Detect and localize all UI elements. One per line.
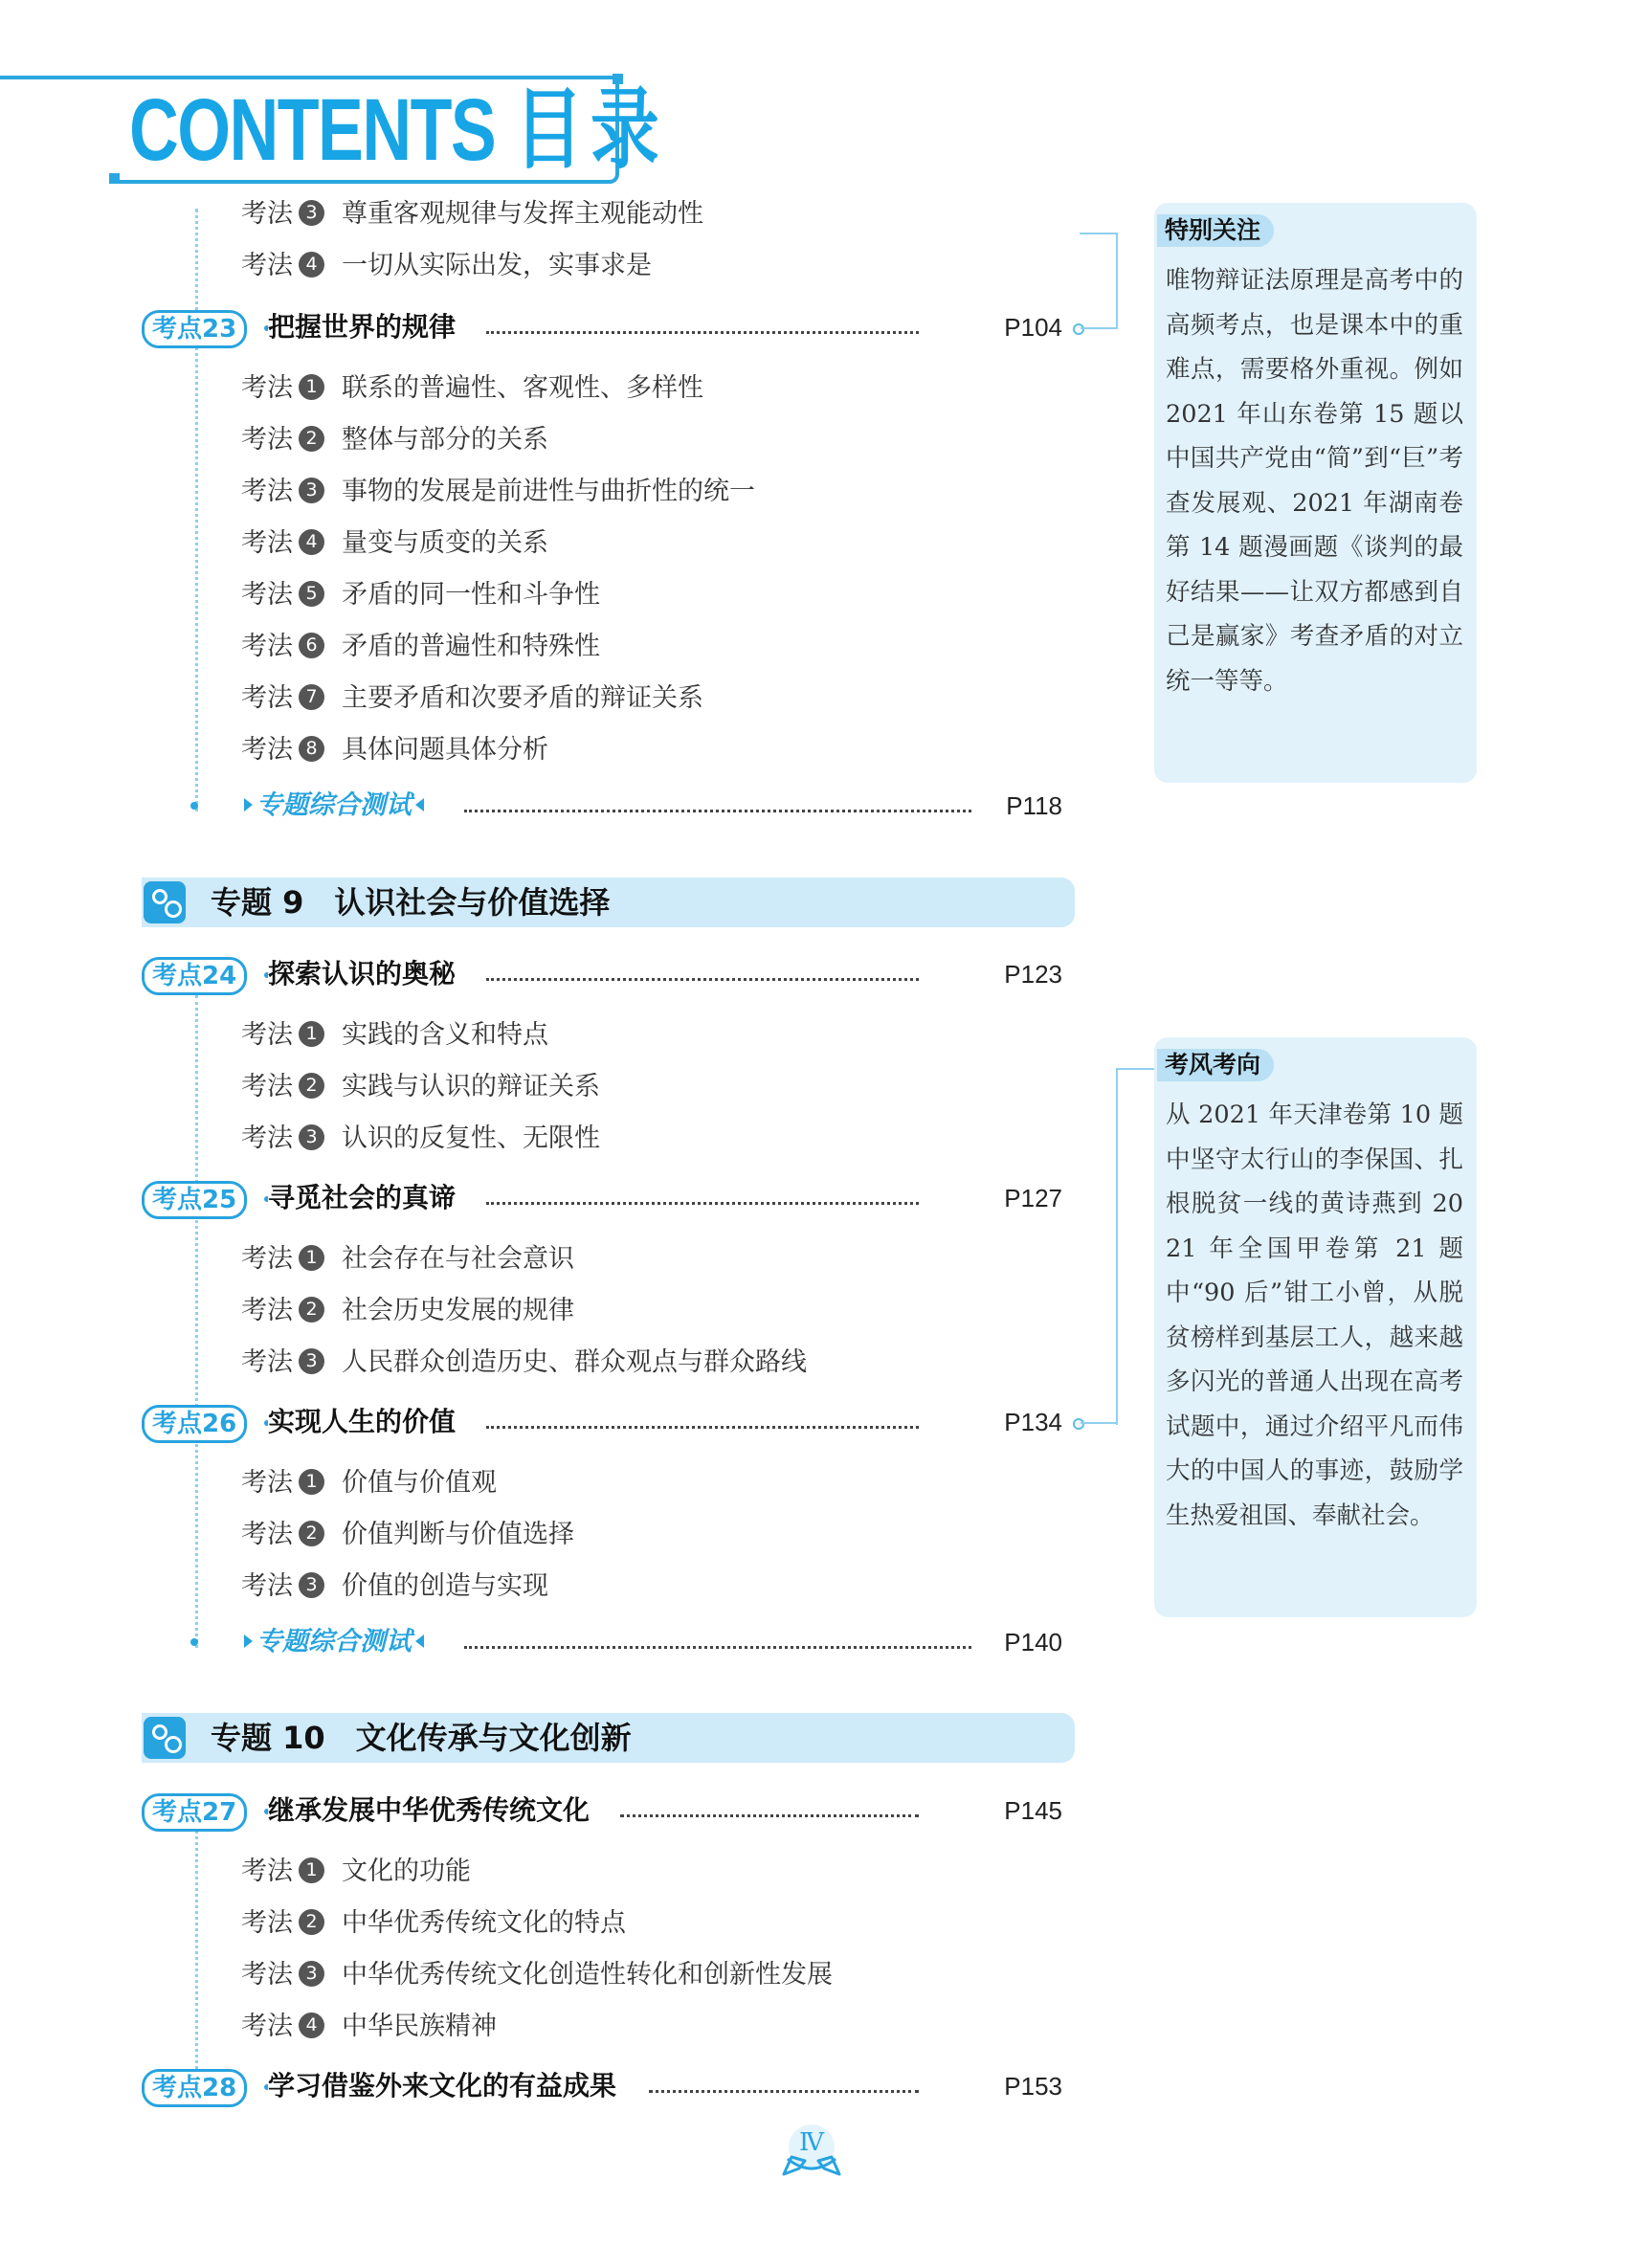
- topic-icon: [144, 881, 186, 923]
- number-badge: 1: [299, 1469, 324, 1495]
- number-badge: 2: [299, 1909, 324, 1935]
- exam-point-title: 把握世界的规律: [268, 308, 467, 346]
- exam-point-title: 实现人生的价值: [268, 1403, 467, 1441]
- topic-test-label: 专题综合测试: [244, 787, 434, 825]
- number-badge: 4: [299, 252, 324, 278]
- page-number: P140: [1004, 1628, 1062, 1657]
- exam-point-title: 继承发展中华优秀传统文化: [268, 1791, 601, 1830]
- topic-test-row[interactable]: [244, 787, 1062, 825]
- number-badge: 1: [299, 1857, 324, 1883]
- note-text: 从 2021 年天津卷第 10 题中坚守太行山的李保国、扎根脱贫一线的黄诗燕到 2021 年全国甲卷第 21 题中“90 后”钳工小曾，从脱贫榜样到基层工人，越来越多闪光的普通人出现在高考试题中，通过介绍平凡而伟大的中国人的事迹，鼓励学生热爱祖国、奉献社会。: [1166, 1101, 1463, 1530]
- note-connector: [1081, 1422, 1118, 1424]
- topic-icon: [144, 1717, 186, 1759]
- page-number-badge: [780, 2123, 843, 2178]
- number-badge: 6: [299, 633, 324, 658]
- method-item[interactable]: 考法 2 整体与部分的关系: [241, 425, 548, 455]
- exam-point-row[interactable]: [142, 955, 1062, 993]
- method-item[interactable]: 考法 4 中华民族精神: [241, 2012, 497, 2041]
- leader-dots: [486, 1202, 919, 1205]
- exam-point-title: 寻觅社会的真谛: [268, 1179, 467, 1217]
- exam-point-row[interactable]: [142, 1791, 1062, 1830]
- method-item[interactable]: 考法 1 文化的功能: [241, 1857, 471, 1886]
- method-item[interactable]: 考法 3 事物的发展是前进性与曲折性的统一: [241, 477, 755, 506]
- note-text: 唯物辩证法原理是高考中的高频考点，也是课本中的重难点，需要格外重视。例如 2021 年山东卷第 15 题以中国共产党由“简”到“巨”考查发展观、2021 年湖南卷第 14 题漫画题《谈判的最好结果——让双方都感到自己是赢家》考查矛盾的对立统一等等。: [1166, 266, 1463, 696]
- number-badge: 2: [299, 1073, 324, 1099]
- page-numeral: Ⅳ: [799, 2128, 824, 2157]
- method-item[interactable]: 考法 2 价值判断与价值选择: [241, 1520, 574, 1549]
- method-item[interactable]: 考法 4 一切从实际出发，实事求是: [241, 251, 652, 280]
- number-badge: 7: [299, 684, 324, 710]
- method-item[interactable]: 考法 6 矛盾的普遍性和特殊性: [241, 632, 600, 661]
- exam-point-tag: 考点26: [142, 1405, 247, 1443]
- exam-point-title: 学习借鉴外来文化的有益成果: [268, 2067, 628, 2105]
- note-exam-trend: [1154, 1037, 1477, 1617]
- number-badge: 1: [299, 374, 324, 400]
- note-connector: [1116, 233, 1156, 329]
- method-item[interactable]: 考法 3 价值的创造与实现: [241, 1571, 548, 1601]
- page-number: P118: [1006, 791, 1062, 820]
- leader-dots: [620, 1814, 919, 1817]
- timeline-line: [195, 1830, 198, 2088]
- method-item[interactable]: 考法 1 社会存在与社会意识: [241, 1244, 574, 1274]
- connector-dot: [1073, 323, 1084, 335]
- leader-dots: [486, 331, 919, 334]
- page-number: P145: [1004, 1796, 1062, 1825]
- leader-dots: [649, 2090, 919, 2093]
- page-number: P104: [1004, 313, 1062, 342]
- method-item[interactable]: 考法 2 社会历史发展的规律: [241, 1296, 574, 1325]
- number-badge: 8: [299, 736, 324, 762]
- exam-point-tag: 考点24: [142, 957, 247, 995]
- leader-dots: [464, 810, 971, 812]
- number-badge: 5: [299, 581, 324, 607]
- leader-dots: [486, 1426, 919, 1429]
- number-badge: 4: [299, 2012, 324, 2038]
- exam-point-title: 探索认识的奥秘: [268, 955, 467, 993]
- connector-dot: [1073, 1418, 1084, 1430]
- page-title-en: CONTENTS: [129, 81, 496, 179]
- triangle-right-icon: [244, 798, 253, 812]
- exam-point-row[interactable]: [142, 1179, 1062, 1217]
- number-badge: 3: [299, 1124, 324, 1150]
- number-badge: 3: [299, 478, 324, 503]
- method-item[interactable]: 考法 7 主要矛盾和次要矛盾的辩证关系: [241, 683, 703, 713]
- method-item[interactable]: 考法 2 中华优秀传统文化的特点: [241, 1908, 626, 1938]
- note-tag: 特别关注: [1157, 214, 1274, 247]
- exam-point-tag: 考点25: [142, 1181, 247, 1219]
- method-item[interactable]: 考法 1 价值与价值观: [241, 1468, 497, 1498]
- method-item[interactable]: 考法 3 中华优秀传统文化创造性转化和创新性发展: [241, 1960, 833, 1990]
- timeline-dot: [190, 802, 198, 810]
- number-badge: 1: [299, 1245, 324, 1271]
- page-number: P127: [1004, 1184, 1062, 1212]
- topic-banner: [142, 1713, 1075, 1763]
- method-item[interactable]: 考法 1 实践的含义和特点: [241, 1020, 548, 1050]
- exam-point-tag: 考点28: [142, 2069, 247, 2107]
- note-special-attention: [1154, 203, 1477, 783]
- triangle-left-icon: [415, 1634, 424, 1648]
- topic-title: 专题 10 文化传承与文化创新: [211, 1720, 632, 1756]
- number-badge: 2: [299, 426, 324, 452]
- note-tag: 考风考向: [1157, 1049, 1274, 1081]
- number-badge: 3: [299, 1572, 324, 1598]
- number-badge: 2: [299, 1521, 324, 1546]
- exam-point-row[interactable]: [142, 1403, 1062, 1441]
- note-connector: [1081, 327, 1118, 329]
- timeline-line: [195, 209, 198, 812]
- number-badge: 1: [299, 1021, 324, 1047]
- page-title: [129, 78, 667, 181]
- page-title-cn: 目录: [514, 78, 667, 181]
- method-item[interactable]: 考法 4 量变与质变的关系: [241, 528, 548, 558]
- page-number: P134: [1004, 1408, 1062, 1436]
- triangle-right-icon: [244, 1634, 253, 1648]
- exam-point-row[interactable]: [142, 2067, 1062, 2105]
- page-number: P153: [1004, 2072, 1062, 2101]
- topic-title: 专题 9 认识社会与价值选择: [211, 884, 611, 921]
- number-badge: 2: [299, 1297, 324, 1323]
- leader-dots: [464, 1646, 971, 1649]
- method-item[interactable]: 考法 2 实践与认识的辩证关系: [241, 1072, 600, 1101]
- exam-point-tag: 考点27: [142, 1793, 247, 1832]
- method-item[interactable]: 考法 3 人民群众创造历史、群众观点与群众路线: [241, 1347, 807, 1377]
- leader-dots: [486, 978, 919, 981]
- method-item[interactable]: 考法 8 具体问题具体分析: [241, 735, 548, 765]
- timeline-dot: [190, 1638, 198, 1646]
- note-connector: [1080, 233, 1118, 234]
- page-number: P123: [1004, 960, 1062, 989]
- number-badge: 4: [299, 529, 324, 555]
- method-item[interactable]: 考法 5 矛盾的同一性和斗争性: [241, 580, 600, 610]
- number-badge: 3: [299, 1348, 324, 1374]
- exam-point-row[interactable]: [142, 308, 1062, 346]
- triangle-left-icon: [415, 798, 424, 812]
- exam-point-tag: 考点23: [142, 310, 247, 348]
- method-item[interactable]: 考法 1 联系的普遍性、客观性、多样性: [241, 373, 703, 403]
- number-badge: 3: [299, 200, 324, 226]
- topic-test-row[interactable]: [244, 1623, 1062, 1661]
- note-connector: [1116, 1068, 1156, 1425]
- number-badge: 3: [299, 1961, 324, 1987]
- topic-banner: [142, 878, 1075, 927]
- method-item[interactable]: 考法 3 认识的反复性、无限性: [241, 1123, 600, 1153]
- method-item[interactable]: 考法 3 尊重客观规律与发挥主观能动性: [241, 199, 703, 229]
- topic-test-label: 专题综合测试: [244, 1623, 434, 1661]
- timeline-line: [195, 995, 198, 1648]
- header-corner-square: [109, 173, 120, 184]
